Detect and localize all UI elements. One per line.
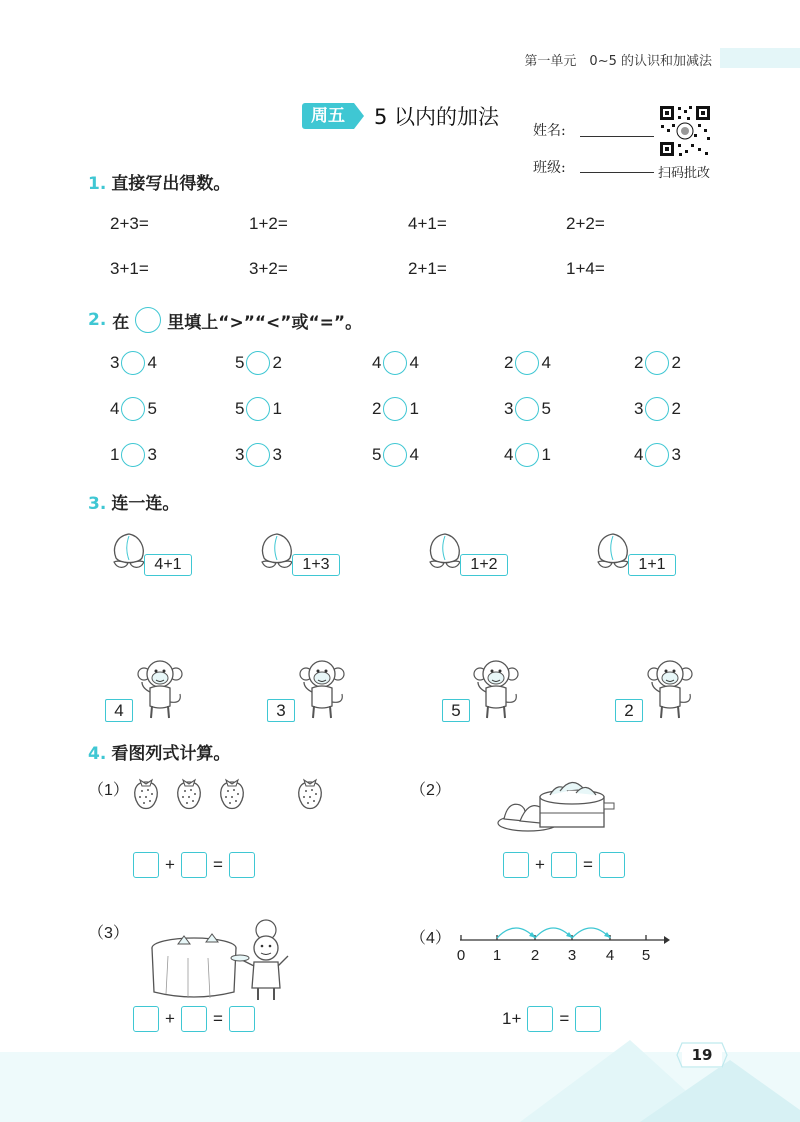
equation[interactable]: 3+2= [249,259,288,278]
running-title: 第一单元 0~5 的认识和加减法 [524,54,712,69]
answer-box[interactable] [575,1006,601,1032]
compare-item: 4 4 [372,351,419,375]
page-title: 5 以内的加法 [374,105,500,129]
day-badge: 周五 [302,103,354,129]
problem-label: （4） [410,930,451,947]
compare-blank[interactable] [383,351,407,375]
compare-blank[interactable] [121,443,145,467]
answer-box[interactable] [181,852,207,878]
equation[interactable]: 2+2= [566,214,605,233]
section-title-post: 里填上“>”“<”或“=”。 [167,312,363,333]
tick-label: 3 [567,947,577,964]
qr-caption: 扫码批改 [658,166,711,181]
steamer-buns-icon [494,775,618,835]
compare-blank[interactable] [246,351,270,375]
compare-item: 2 4 [504,351,551,375]
name-field[interactable] [580,136,654,137]
compare-blank[interactable] [383,443,407,467]
compare-item: 3 4 [110,351,157,375]
formula-2 [503,852,625,878]
compare-blank[interactable] [645,351,669,375]
plus-sign: + [165,855,175,874]
equation[interactable]: 2+3= [110,214,149,233]
compare-item: 4 3 [634,443,681,467]
monkey-number[interactable]: 4 [105,699,133,722]
formula-prefix: 1+ [502,1009,522,1028]
compare-blank[interactable] [121,397,145,421]
compare-item: 2 2 [634,351,681,375]
monkey-number[interactable]: 2 [615,699,643,722]
monkey-number[interactable]: 3 [267,699,295,722]
compare-blank[interactable] [121,351,145,375]
problem-label: （2） [410,782,451,799]
section-title: 连一连。 [111,494,180,514]
compare-item: 3 2 [634,397,681,421]
plus-sign: + [535,855,545,874]
monkey-icon [646,658,694,720]
mountain-decoration-icon [520,1030,800,1122]
tick-label: 4 [605,947,615,964]
name-label: 姓名: [533,123,566,139]
section-title: 看图列式计算。 [111,744,231,764]
equation[interactable]: 1+2= [249,214,288,233]
compare-item: 2 1 [372,397,419,421]
header-band [720,48,800,68]
monkey-number[interactable]: 5 [442,699,470,722]
compare-item: 1 3 [110,443,157,467]
equation[interactable]: 2+1= [408,259,447,278]
equals-sign: = [582,855,593,874]
tick-label: 1 [492,947,502,964]
answer-box[interactable] [229,1006,255,1032]
peach-tag[interactable]: 1+3 [292,554,340,576]
compare-item: 3 3 [235,443,282,467]
circle-blank-icon [135,307,161,333]
answer-box[interactable] [181,1006,207,1032]
formula-3 [133,1006,255,1032]
answer-box[interactable] [503,852,529,878]
page-number-frame [676,1042,728,1068]
peach-tag[interactable]: 4+1 [144,554,192,576]
monkey-icon [136,658,184,720]
equals-sign: = [559,1009,570,1028]
section-number: 3. [88,494,107,514]
problem-label: （1） [88,782,129,799]
tick-label: 5 [641,947,651,964]
compare-item: 5 4 [372,443,419,467]
problem-label: （3） [88,925,129,942]
compare-blank[interactable] [645,397,669,421]
answer-box[interactable] [599,852,625,878]
section-2-heading [88,307,362,333]
monkey-icon [298,658,346,720]
equation[interactable]: 3+1= [110,259,149,278]
page-number: 19 [682,1042,722,1068]
formula-4 [502,1006,601,1032]
compare-item: 4 5 [110,397,157,421]
section-4-heading [88,739,230,764]
equals-sign: = [212,855,223,874]
equation[interactable]: 1+4= [566,259,605,278]
compare-blank[interactable] [515,397,539,421]
compare-item: 5 1 [235,397,282,421]
compare-item: 3 5 [504,397,551,421]
compare-blank[interactable] [515,351,539,375]
plus-sign: + [165,1009,175,1028]
peach-tag[interactable]: 1+1 [628,554,676,576]
compare-item: 4 1 [504,443,551,467]
section-1-heading [88,169,230,194]
section-number: 4. [88,744,107,764]
class-field[interactable] [580,172,654,173]
compare-blank[interactable] [246,443,270,467]
peach-tag[interactable]: 1+2 [460,554,508,576]
compare-blank[interactable] [645,443,669,467]
qr-code-icon[interactable] [658,104,712,158]
tick-label: 0 [456,947,466,964]
answer-box[interactable] [527,1006,553,1032]
compare-blank[interactable] [515,443,539,467]
section-3-heading [88,489,179,514]
section-title-pre: 在 [112,312,130,333]
monkey-icon [472,658,520,720]
chef-table-icon [148,916,298,1002]
section-title: 直接写出得数。 [111,174,231,194]
compare-blank[interactable] [246,397,270,421]
section-number: 2. [88,310,107,330]
section-number: 1. [88,174,107,194]
answer-box[interactable] [551,852,577,878]
answer-box[interactable] [133,852,159,878]
number-line [452,918,672,966]
tick-label: 2 [530,947,540,964]
equals-sign: = [212,1009,223,1028]
class-label: 班级: [533,160,566,176]
equation[interactable]: 4+1= [408,214,447,233]
compare-item: 5 2 [235,351,282,375]
compare-blank[interactable] [383,397,407,421]
day-badge-arrow [354,103,364,129]
formula-1 [133,852,255,878]
answer-box[interactable] [133,1006,159,1032]
answer-box[interactable] [229,852,255,878]
strawberries-icon [130,774,340,814]
